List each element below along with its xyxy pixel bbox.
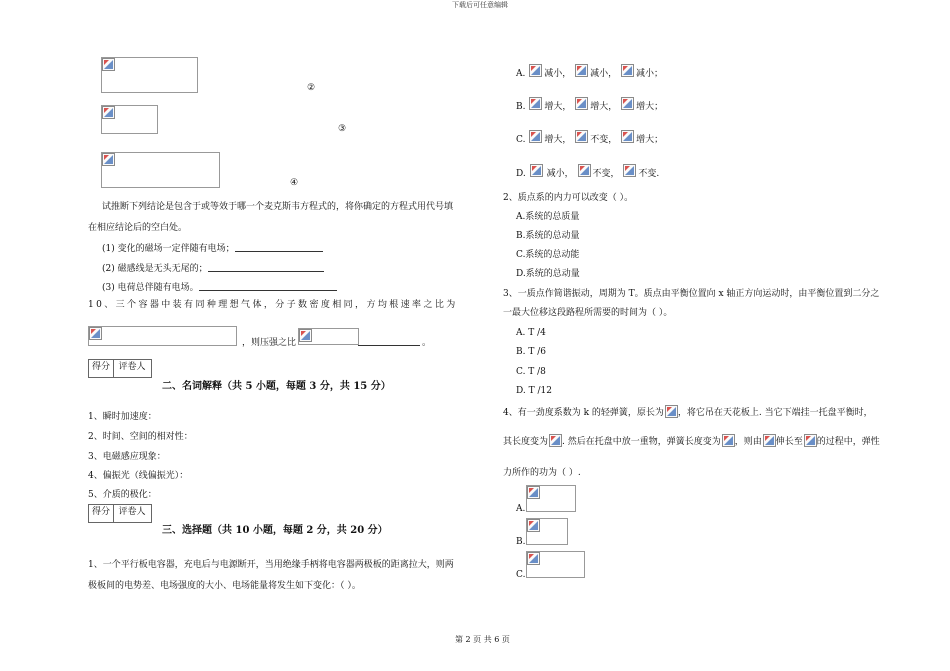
q2-stem: 2、质点系的内力可以改变（ ）。 [503,193,634,203]
broken-image-icon [665,405,678,418]
term-3: 3、电磁感应现象： [88,452,166,462]
q2-option-a[interactable]: A.系统的总质量 [516,212,580,222]
q3-option-b[interactable]: B. T /6 [516,347,546,357]
section-2-title: 二、名词解释（共 5 小题，每题 3 分，共 15 分） [162,381,391,392]
broken-image-icon [529,64,542,77]
q10-answer-blank[interactable] [358,336,420,346]
formula-image-1 [101,57,198,93]
maxwell-item-1: (1) 变化的磁场一定伴随有电场； [102,241,323,255]
broken-image-icon [89,327,102,340]
score-label: 得分 [89,360,114,377]
broken-image-icon [578,164,591,177]
q3-stem-line2: 一最大位移这段路程所需要的时间为（ ）。 [503,308,673,318]
q4-option-b-image [526,518,568,545]
q3-option-d[interactable]: D. T /12 [516,386,552,396]
q4-option-a-label[interactable]: A. [516,504,526,514]
term-1: 1、瞬时加速度： [88,412,157,422]
broken-image-icon [804,434,817,447]
q4-stem-line2: 其长度变为 . 然后在托盘中放一重物，弹簧长度变为 ，则由 伸长至 的过程中，弹性 [503,434,880,448]
broken-image-icon [722,434,735,447]
header-note: 下载后可任意编辑 [452,1,508,9]
score-table-1 [88,359,152,378]
term-5: 5、介质的极化： [88,490,157,500]
q2-option-d[interactable]: D.系统的总动量 [516,269,580,279]
answer-blank[interactable] [199,280,337,291]
grader-label: 评卷人 [118,362,146,372]
maxwell-item-3: (3) 电荷总伴随有电场。 [102,280,337,294]
broken-image-icon [621,130,634,143]
q10-suffix: ，则压强之比 [242,338,297,348]
broken-image-icon [102,106,115,119]
q3-option-a[interactable]: A. T /4 [516,328,546,338]
broken-image-icon [527,552,540,565]
q1-option-b[interactable]: B. 增大， 增大， 增大； [516,97,663,113]
q1-option-c[interactable]: C. 增大， 不变， 增大； [516,130,663,146]
broken-image-icon [102,58,115,71]
q4-option-a-image [526,485,576,512]
answer-blank[interactable] [235,241,323,252]
broken-image-icon [527,486,540,499]
broken-image-icon [102,153,115,166]
maxwell-item-2: (2) 磁感线是无头无尾的； [102,261,324,275]
broken-image-icon [299,329,312,342]
broken-image-icon [575,97,588,110]
broken-image-icon [575,64,588,77]
broken-image-icon [549,434,562,447]
score-table-2 [88,504,152,523]
page-number: 第 2 页 共 6 页 [455,635,510,644]
term-4: 4、偏振光（线偏振光）： [88,471,189,481]
broken-image-icon [621,97,634,110]
q3-option-c[interactable]: C. T /8 [516,367,546,377]
q1-option-a[interactable]: A. 减小， 减小， 减小； [516,64,663,80]
broken-image-icon [530,164,543,177]
grader-label: 评卷人 [118,507,146,517]
q10-pressure-image [298,328,359,345]
maxwell-intro-line1: 试推断下列结论是包含于或等效于哪一个麦克斯韦方程式的，将你确定的方程式用代号填 [102,202,454,212]
marker-3: ③ [338,124,347,134]
broken-image-icon [529,130,542,143]
section-3-title: 三、选择题（共 10 小题，每题 2 分，共 20 分） [162,525,388,536]
q2-option-c[interactable]: C.系统的总动能 [516,250,580,260]
marker-2: ② [307,83,316,93]
q4-option-c-image [526,551,585,578]
maxwell-intro-line2: 在相应结论后的空白处。 [88,223,188,233]
q3-stem-line1: 3、一质点作简谐振动，周期为 T。质点由平衡位置向 x 轴正方向运动时，由平衡位置到二分之 [503,289,880,299]
score-label: 得分 [89,505,114,522]
q1-option-d[interactable]: D. 减小， 不变， 不变. [516,164,659,180]
broken-image-icon [527,519,540,532]
answer-blank[interactable] [208,261,324,272]
broken-image-icon [575,130,588,143]
broken-image-icon [763,434,776,447]
q10-end: 。 [422,338,432,348]
broken-image-icon [529,97,542,110]
q4-option-c-label[interactable]: C. [516,570,526,580]
broken-image-icon [621,64,634,77]
q4-stem-line3: 力所作的功为（ ）. [503,468,581,478]
q1-stem-line2: 极板间的电势差、电场强度的大小、电场能量将发生如下变化：（ ）。 [88,581,361,591]
q4-stem-line1: 4、有一劲度系数为 k 的轻弹簧，原长为 ，将它吊在天花板上. 当它下端挂一托盘平衡时， [503,405,873,419]
formula-image-2 [101,105,158,134]
formula-image-3 [101,152,220,188]
q4-option-b-label[interactable]: B. [516,537,526,547]
q10-text: 10、三个容器中装有同种理想气体，分子数密度相同，方均根速率之比为 [88,300,458,310]
term-2: 2、时间、空间的相对性： [88,432,193,442]
q2-option-b[interactable]: B.系统的总动量 [516,231,580,241]
broken-image-icon [623,164,636,177]
q10-ratio-image [88,326,237,346]
marker-4: ④ [290,178,299,188]
q1-stem-line1: 1、一个平行板电容器，充电后与电源断开，当用绝缘手柄将电容器两极板的距离拉大，则两 [88,560,454,570]
